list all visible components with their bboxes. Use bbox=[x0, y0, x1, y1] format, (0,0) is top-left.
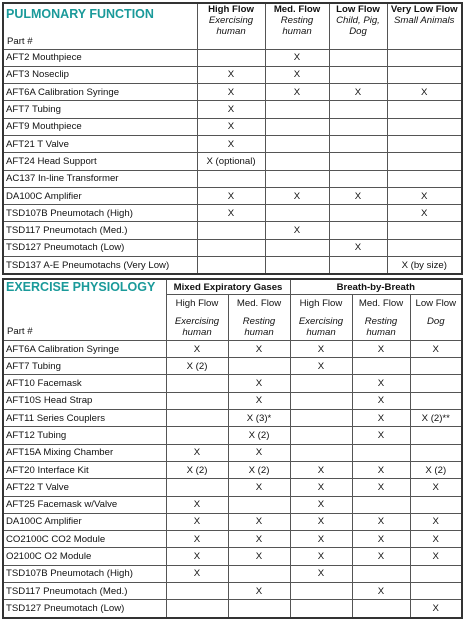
value-cell: X bbox=[329, 187, 387, 204]
table-row bbox=[3, 375, 462, 392]
part-number-cell: AFT10 Facemask bbox=[3, 375, 166, 392]
value-cell: X (optional) bbox=[197, 153, 265, 170]
value-cell: X bbox=[352, 513, 410, 530]
value-cell bbox=[290, 600, 352, 618]
value-cell: X bbox=[265, 84, 329, 101]
value-cell: X bbox=[290, 340, 352, 357]
value-cell bbox=[387, 170, 462, 187]
value-cell bbox=[352, 565, 410, 582]
value-cell: X bbox=[387, 84, 462, 101]
part-number-cell: O2100C O2 Module bbox=[3, 548, 166, 565]
value-cell: X bbox=[352, 461, 410, 478]
value-cell bbox=[352, 600, 410, 618]
value-cell: X bbox=[166, 531, 228, 548]
table-row bbox=[3, 49, 462, 66]
value-cell: X bbox=[290, 358, 352, 375]
exercise-col-name: Med. Flow bbox=[236, 297, 282, 309]
value-cell: X bbox=[352, 479, 410, 496]
value-cell bbox=[387, 153, 462, 170]
pulmonary-col-sub: Exercising human bbox=[208, 15, 254, 37]
value-cell: X bbox=[352, 340, 410, 357]
value-cell: X bbox=[329, 239, 387, 256]
value-cell: X bbox=[290, 548, 352, 565]
pulmonary-title: PULMONARY FUNCTION bbox=[6, 7, 154, 21]
value-cell bbox=[197, 222, 265, 239]
table-row bbox=[3, 410, 462, 427]
value-cell bbox=[290, 410, 352, 427]
value-cell bbox=[265, 205, 329, 222]
value-cell bbox=[290, 392, 352, 409]
value-cell: X bbox=[290, 513, 352, 530]
value-cell bbox=[352, 358, 410, 375]
pulmonary-col-name: Low Flow bbox=[336, 4, 380, 15]
value-cell: X (2) bbox=[228, 427, 290, 444]
value-cell bbox=[410, 583, 462, 600]
value-cell bbox=[290, 427, 352, 444]
table-row bbox=[3, 101, 462, 118]
exercise-col-sub: Dog bbox=[426, 315, 445, 327]
value-cell bbox=[352, 444, 410, 461]
value-cell bbox=[290, 375, 352, 392]
exercise-col-header bbox=[352, 294, 410, 340]
value-cell bbox=[166, 392, 228, 409]
value-cell bbox=[329, 257, 387, 275]
value-cell: X (2) bbox=[410, 461, 462, 478]
pulmonary-col-sub: Resting human bbox=[280, 15, 314, 37]
value-cell bbox=[410, 358, 462, 375]
value-cell bbox=[387, 135, 462, 152]
value-cell: X bbox=[197, 205, 265, 222]
part-number-cell: AFT22 T Valve bbox=[3, 479, 166, 496]
value-cell: X (by size) bbox=[387, 257, 462, 275]
value-cell bbox=[166, 375, 228, 392]
value-cell bbox=[166, 600, 228, 618]
table-row bbox=[3, 392, 462, 409]
pulmonary-header-cell bbox=[3, 3, 197, 49]
value-cell: X bbox=[197, 101, 265, 118]
value-cell: X bbox=[228, 375, 290, 392]
value-cell bbox=[387, 66, 462, 83]
exercise-col-name: High Flow bbox=[175, 297, 219, 309]
value-cell: X bbox=[228, 583, 290, 600]
value-cell: X bbox=[265, 222, 329, 239]
value-cell bbox=[329, 101, 387, 118]
table-row bbox=[3, 135, 462, 152]
exercise-col-sub: Resting human bbox=[242, 315, 276, 338]
part-number-cell: TSD117 Pneumotach (Med.) bbox=[3, 222, 197, 239]
value-cell: X bbox=[410, 513, 462, 530]
value-cell: X bbox=[352, 531, 410, 548]
value-cell: X bbox=[197, 187, 265, 204]
exercise-physiology-table bbox=[2, 278, 463, 618]
part-number-cell: AFT3 Noseclip bbox=[3, 66, 197, 83]
value-cell: X bbox=[290, 531, 352, 548]
table-row bbox=[3, 222, 462, 239]
part-number-cell: AFT25 Facemask w/Valve bbox=[3, 496, 166, 513]
pulmonary-function-table bbox=[2, 2, 463, 275]
group-mixed-expiratory-gases: Mixed Expiratory Gases bbox=[166, 279, 290, 294]
pulmonary-col-header bbox=[265, 3, 329, 49]
exercise-col-sub: Exercising human bbox=[298, 315, 344, 338]
table-row bbox=[3, 239, 462, 256]
part-number-cell: AFT2 Mouthpiece bbox=[3, 49, 197, 66]
value-cell bbox=[228, 600, 290, 618]
value-cell: X bbox=[410, 548, 462, 565]
table-row bbox=[3, 118, 462, 135]
value-cell bbox=[329, 205, 387, 222]
part-number-cell: TSD107B Pneumotach (High) bbox=[3, 565, 166, 582]
pulmonary-col-header bbox=[387, 3, 462, 49]
table-row bbox=[3, 153, 462, 170]
exercise-col-header bbox=[410, 294, 462, 340]
part-number-cell: AFT15A Mixing Chamber bbox=[3, 444, 166, 461]
value-cell bbox=[265, 135, 329, 152]
value-cell: X bbox=[410, 600, 462, 618]
value-cell: X bbox=[387, 187, 462, 204]
value-cell bbox=[329, 66, 387, 83]
value-cell bbox=[290, 444, 352, 461]
value-cell bbox=[265, 239, 329, 256]
value-cell bbox=[265, 118, 329, 135]
pulmonary-col-sub: Child, Pig, Dog bbox=[336, 15, 380, 37]
exercise-header-cell bbox=[3, 279, 166, 340]
pulmonary-col-header bbox=[329, 3, 387, 49]
value-cell: X bbox=[352, 375, 410, 392]
value-cell bbox=[329, 222, 387, 239]
value-cell bbox=[290, 583, 352, 600]
value-cell: X bbox=[228, 340, 290, 357]
table-row bbox=[3, 513, 462, 530]
value-cell: X bbox=[228, 392, 290, 409]
table-row bbox=[3, 479, 462, 496]
value-cell: X bbox=[410, 479, 462, 496]
value-cell: X bbox=[290, 496, 352, 513]
exercise-col-name: Low Flow bbox=[415, 297, 457, 309]
value-cell: X bbox=[265, 187, 329, 204]
pulmonary-col-name: Very Low Flow bbox=[390, 4, 458, 15]
exercise-col-name: High Flow bbox=[299, 297, 343, 309]
exercise-col-name: Med. Flow bbox=[358, 297, 404, 309]
pulmonary-col-name: Med. Flow bbox=[273, 4, 321, 15]
exercise-col-header bbox=[228, 294, 290, 340]
part-number-cell: CO2100C CO2 Module bbox=[3, 531, 166, 548]
value-cell: X bbox=[329, 84, 387, 101]
value-cell bbox=[410, 392, 462, 409]
value-cell: X bbox=[197, 118, 265, 135]
value-cell bbox=[197, 170, 265, 187]
value-cell: X bbox=[387, 205, 462, 222]
value-cell: X (2)** bbox=[410, 410, 462, 427]
value-cell: X bbox=[228, 548, 290, 565]
value-cell: X bbox=[228, 531, 290, 548]
value-cell: X bbox=[290, 479, 352, 496]
table-row bbox=[3, 496, 462, 513]
part-number-cell: AFT6A Calibration Syringe bbox=[3, 340, 166, 357]
pulmonary-col-name: High Flow bbox=[208, 4, 254, 15]
table-row bbox=[3, 461, 462, 478]
value-cell bbox=[387, 49, 462, 66]
table-row bbox=[3, 187, 462, 204]
value-cell bbox=[410, 375, 462, 392]
exercise-col-sub: Exercising human bbox=[174, 315, 220, 338]
table-row bbox=[3, 427, 462, 444]
value-cell bbox=[197, 49, 265, 66]
group-breath-by-breath: Breath-by-Breath bbox=[290, 279, 462, 294]
table-row bbox=[3, 257, 462, 275]
value-cell bbox=[166, 410, 228, 427]
value-cell: X (2) bbox=[228, 461, 290, 478]
table-row bbox=[3, 444, 462, 461]
value-cell bbox=[265, 101, 329, 118]
part-number-cell: TSD107B Pneumotach (High) bbox=[3, 205, 197, 222]
pulmonary-part-label: Part # bbox=[7, 35, 33, 47]
part-number-cell: AFT9 Mouthpiece bbox=[3, 118, 197, 135]
value-cell bbox=[166, 427, 228, 444]
value-cell: X bbox=[197, 66, 265, 83]
value-cell bbox=[166, 479, 228, 496]
part-number-cell: AFT7 Tubing bbox=[3, 358, 166, 375]
table-row bbox=[3, 548, 462, 565]
part-number-cell: AFT12 Tubing bbox=[3, 427, 166, 444]
value-cell: X (2) bbox=[166, 358, 228, 375]
value-cell bbox=[329, 170, 387, 187]
value-cell bbox=[197, 257, 265, 275]
value-cell: X bbox=[290, 565, 352, 582]
value-cell bbox=[387, 239, 462, 256]
value-cell: X bbox=[166, 565, 228, 582]
value-cell bbox=[387, 222, 462, 239]
value-cell bbox=[410, 496, 462, 513]
table-row bbox=[3, 205, 462, 222]
part-number-cell: AFT24 Head Support bbox=[3, 153, 197, 170]
part-number-cell: AFT7 Tubing bbox=[3, 101, 197, 118]
pulmonary-table-body bbox=[3, 49, 462, 274]
value-cell bbox=[329, 135, 387, 152]
part-number-cell: AC137 In-line Transformer bbox=[3, 170, 197, 187]
part-number-cell: TSD127 Pneumotach (Low) bbox=[3, 600, 166, 618]
part-number-cell: AFT6A Calibration Syringe bbox=[3, 84, 197, 101]
value-cell: X bbox=[265, 49, 329, 66]
value-cell: X bbox=[228, 513, 290, 530]
value-cell: X bbox=[352, 410, 410, 427]
exercise-title: EXERCISE PHYSIOLOGY bbox=[6, 280, 156, 295]
value-cell bbox=[329, 118, 387, 135]
value-cell bbox=[387, 101, 462, 118]
value-cell bbox=[265, 153, 329, 170]
table-row bbox=[3, 600, 462, 618]
value-cell: X bbox=[352, 548, 410, 565]
part-number-cell: AFT11 Series Couplers bbox=[3, 410, 166, 427]
part-number-cell: AFT10S Head Strap bbox=[3, 392, 166, 409]
value-cell bbox=[228, 496, 290, 513]
pulmonary-col-header bbox=[197, 3, 265, 49]
value-cell: X bbox=[166, 444, 228, 461]
value-cell: X bbox=[197, 135, 265, 152]
value-cell: X bbox=[410, 340, 462, 357]
exercise-table-body bbox=[3, 340, 462, 617]
table-row bbox=[3, 583, 462, 600]
value-cell bbox=[410, 565, 462, 582]
value-cell bbox=[166, 583, 228, 600]
value-cell bbox=[197, 239, 265, 256]
value-cell bbox=[228, 565, 290, 582]
value-cell bbox=[352, 496, 410, 513]
table-row bbox=[3, 340, 462, 357]
value-cell: X bbox=[197, 84, 265, 101]
exercise-col-header bbox=[290, 294, 352, 340]
table-row bbox=[3, 358, 462, 375]
exercise-col-header bbox=[166, 294, 228, 340]
value-cell: X bbox=[228, 479, 290, 496]
part-number-cell: AFT21 T Valve bbox=[3, 135, 197, 152]
value-cell: X bbox=[352, 392, 410, 409]
exercise-col-sub: Resting human bbox=[364, 315, 398, 338]
value-cell bbox=[265, 170, 329, 187]
value-cell: X bbox=[352, 427, 410, 444]
part-number-cell: TSD117 Pneumotach (Med.) bbox=[3, 583, 166, 600]
value-cell bbox=[329, 49, 387, 66]
value-cell bbox=[387, 118, 462, 135]
value-cell: X bbox=[166, 513, 228, 530]
table-row bbox=[3, 531, 462, 548]
table-row bbox=[3, 170, 462, 187]
part-number-cell: AFT20 Interface Kit bbox=[3, 461, 166, 478]
value-cell: X (2) bbox=[166, 461, 228, 478]
value-cell bbox=[329, 153, 387, 170]
value-cell bbox=[228, 358, 290, 375]
value-cell: X bbox=[166, 340, 228, 357]
value-cell: X (3)* bbox=[228, 410, 290, 427]
table-row bbox=[3, 66, 462, 83]
value-cell: X bbox=[290, 461, 352, 478]
value-cell: X bbox=[166, 496, 228, 513]
value-cell bbox=[410, 427, 462, 444]
value-cell: X bbox=[265, 66, 329, 83]
table-row bbox=[3, 84, 462, 101]
part-number-cell: TSD137 A-E Pneumotachs (Very Low) bbox=[3, 257, 197, 275]
table-row bbox=[3, 565, 462, 582]
value-cell: X bbox=[166, 548, 228, 565]
value-cell: X bbox=[410, 531, 462, 548]
exercise-part-label: Part # bbox=[7, 325, 33, 337]
value-cell: X bbox=[352, 583, 410, 600]
value-cell: X bbox=[228, 444, 290, 461]
value-cell bbox=[265, 257, 329, 275]
part-number-cell: DA100C Amplifier bbox=[3, 187, 197, 204]
part-number-cell: TSD127 Pneumotach (Low) bbox=[3, 239, 197, 256]
part-number-cell: DA100C Amplifier bbox=[3, 513, 166, 530]
pulmonary-col-sub: Small Animals bbox=[394, 15, 455, 26]
value-cell bbox=[410, 444, 462, 461]
